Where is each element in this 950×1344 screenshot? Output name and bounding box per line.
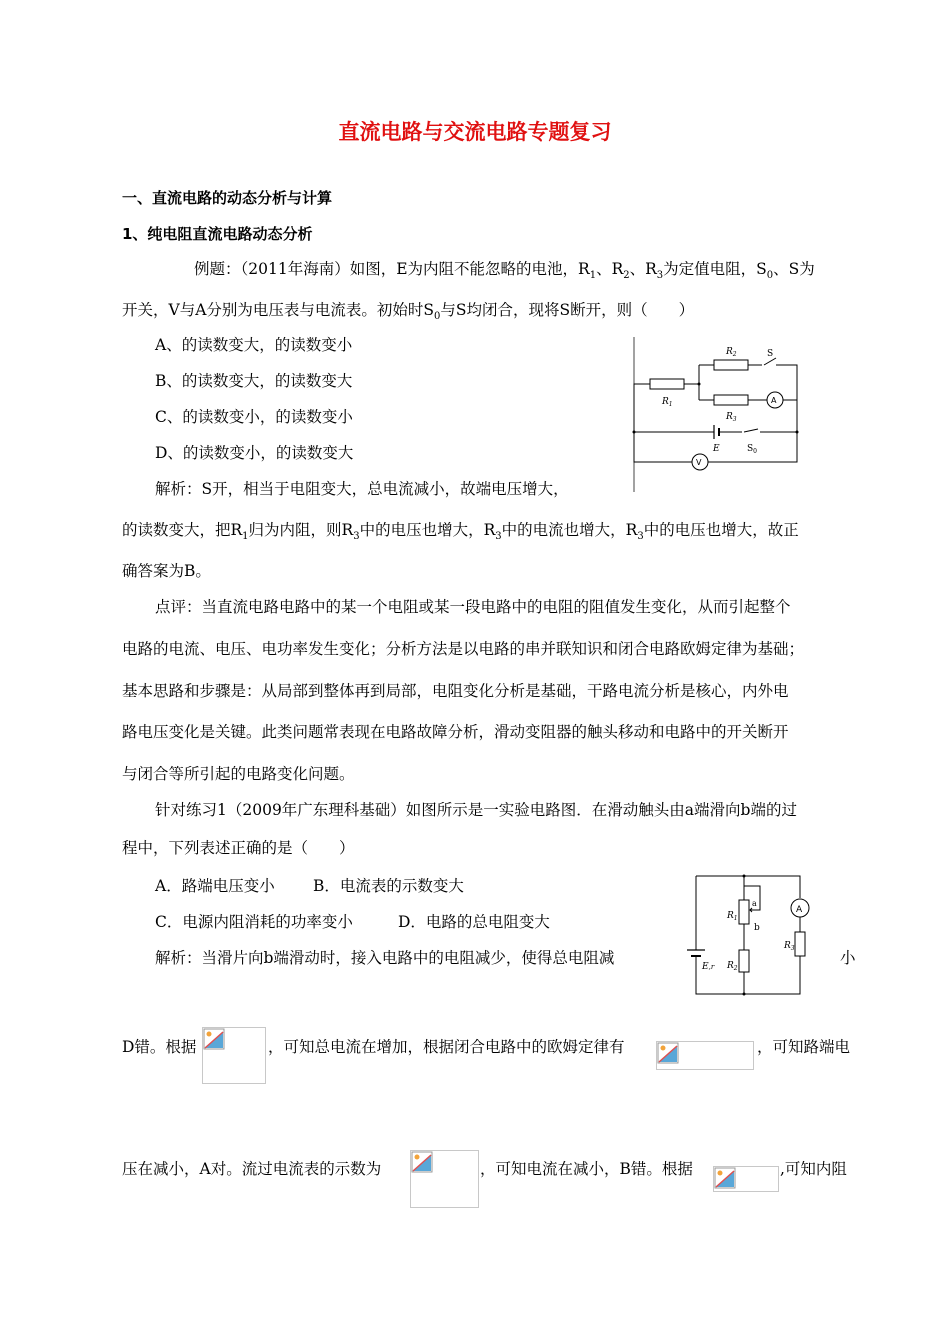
analysis-text: 中的电压也增大，故正 (643, 521, 799, 539)
label-sub: 3 (732, 416, 737, 423)
label-e: E (702, 962, 709, 972)
label-sub: 1 (668, 401, 673, 408)
label-a: A (771, 396, 777, 405)
label-r: r (710, 963, 715, 971)
practice-line-p3: ,可知内阻 (780, 1160, 847, 1178)
example-option-d: D、的读数变小，的读数变大 (155, 444, 354, 462)
label-s0: S (747, 444, 754, 454)
example-text: 、S为 (773, 260, 815, 278)
practice-analysis-1-end: 小 (840, 949, 856, 967)
practice-option-c: C．电源内阻消耗的功率变小 (155, 913, 353, 931)
section-heading-1-1: 1、纯电阻直流电路动态分析 (122, 225, 313, 243)
svg-text:S0 (747, 444, 757, 455)
practice-line-1: 针对练习1（2009年广东理科基础）如图所示是一实验电路图．在滑动触头由a端滑向b端的过 (155, 801, 797, 819)
page-title: 直流电路与交流电路专题复习 (338, 120, 612, 144)
label-sub: 2 (732, 351, 737, 358)
svg-text:E,r: E,r (702, 962, 715, 972)
practice-option-a: A．路端电压变小 (155, 877, 275, 895)
svg-text:R2 (725, 347, 737, 358)
subscript: 1 (242, 531, 249, 543)
example-text: 、R (596, 260, 624, 278)
label-r2: R (726, 347, 733, 357)
example-analysis-2 (122, 520, 799, 547)
practice-line-2: 程中，下列表述正确的是（ ） (122, 839, 355, 857)
resistor-r2 (714, 360, 748, 370)
example-analysis-1: 解析：S开，相当于电阻变大，总电流减小，故端电压增大， (155, 480, 569, 498)
label-e: E (713, 444, 720, 454)
example-line-1 (194, 259, 815, 286)
svg-text:R3 (783, 941, 795, 952)
section-heading-1: 一、直流电路的动态分析与计算 (122, 189, 333, 207)
example-text: 例题：（2011年海南）如图，E为内阻不能忽略的电池，R (194, 260, 590, 278)
example-analysis-3: 确答案为B。 (122, 562, 211, 580)
svg-text:R1 (726, 911, 738, 922)
switch-s0 (744, 429, 758, 432)
analysis-text: 归为内阻，则R (248, 521, 354, 539)
subscript: 3 (656, 270, 664, 282)
example-option-a: A、的读数变大，的读数变小 (155, 336, 353, 354)
circuit-diagram-2 (682, 866, 822, 998)
comment-line-5: 与闭合等所引起的电路变化问题。 (122, 765, 355, 783)
resistor-r3 (795, 932, 805, 956)
subscript: 1 (589, 270, 597, 282)
label-v: V (696, 458, 702, 467)
practice-line-d2: ，可知总电流在增加，根据闭合电路中的欧姆定律有 (268, 1038, 625, 1056)
subscript: 3 (637, 531, 644, 543)
label-sub: 0 (753, 448, 757, 455)
practice-line-d3: ，可知路端电 (757, 1038, 851, 1056)
comment-line-4: 路电压变化是关键。此类问题常表现在电路故障分析，滑动变阻器的触头移动和电路中的开关断开 (122, 723, 789, 741)
subscript: 0 (766, 270, 774, 282)
broken-image-icon (410, 1150, 479, 1208)
label-a-end: a (752, 899, 757, 908)
switch-s (764, 358, 776, 365)
resistor-r3 (714, 395, 748, 405)
svg-text:R2 (726, 961, 738, 972)
label-r3: R (784, 941, 791, 951)
subscript: 2 (623, 270, 630, 282)
broken-image-icon (713, 1166, 779, 1192)
circuit-diagram-1 (622, 332, 807, 492)
label-r3: R (726, 412, 733, 422)
comment-line-2: 电路的电流、电压、电功率发生变化；分析方法是以电路的串并联知识和闭合电路欧姆定律为基础； (122, 640, 805, 658)
example-option-b: B、的读数变大，的读数变大 (155, 372, 353, 390)
label-r1: R (727, 911, 734, 921)
comment-line-3: 基本思路和步骤是：从局部到整体再到局部，电阻变化分析是基础，干路电流分析是核心，内外电 (122, 682, 789, 700)
svg-text:R1 (661, 397, 673, 408)
analysis-text: 中的电压也增大，R (359, 521, 496, 539)
label-s: S (767, 349, 774, 359)
analysis-text: 中的电流也增大，R (501, 521, 638, 539)
label-sub: 1 (733, 915, 738, 922)
example-text: 开关，V与A分别为电压表与电流表。初始时S (122, 301, 435, 319)
label-b-end: b (754, 923, 760, 933)
label-r2: R (727, 961, 734, 971)
label-sub: 3 (790, 945, 795, 952)
svg-text:R3 (725, 412, 737, 423)
subscript: 3 (353, 531, 360, 543)
practice-analysis-1: 解析：当滑片向b端滑动时，接入电路中的电阻减少，使得总电阻减 (155, 949, 615, 967)
practice-line-p2: ，可知电流在减小，B错。根据 (480, 1160, 693, 1178)
comment-line-1: 点评：当直流电路电路中的某一个电阻或某一段电路中的电阻的阻值发生变化，从而引起整个 (155, 598, 791, 616)
example-text: 、R (629, 260, 657, 278)
practice-line-d1: D错。根据 (122, 1038, 197, 1056)
rheostat-r1 (739, 900, 749, 924)
label-r1: R (662, 397, 669, 407)
example-line-2 (122, 300, 694, 327)
broken-image-icon (656, 1041, 754, 1070)
broken-image-icon (202, 1027, 266, 1084)
analysis-text: 的读数变大，把R (122, 521, 243, 539)
example-option-c: C、的读数变小，的读数变小 (155, 408, 353, 426)
example-text: 与S均闭合，现将S断开，则（ ） (440, 301, 695, 319)
practice-option-d: D．电路的总电阻变大 (398, 913, 550, 931)
subscript: 0 (434, 311, 441, 323)
example-text: 为定值电阻，S (663, 260, 767, 278)
resistor-r2 (739, 950, 749, 972)
practice-line-p1: 压在减小，A对。流过电流表的示数为 (122, 1160, 382, 1178)
resistor-r1 (650, 379, 684, 389)
subscript: 3 (495, 531, 502, 543)
practice-option-b: B．电流表的示数变大 (313, 877, 464, 895)
label-a: A (796, 905, 803, 915)
label-sub: 2 (733, 965, 738, 972)
